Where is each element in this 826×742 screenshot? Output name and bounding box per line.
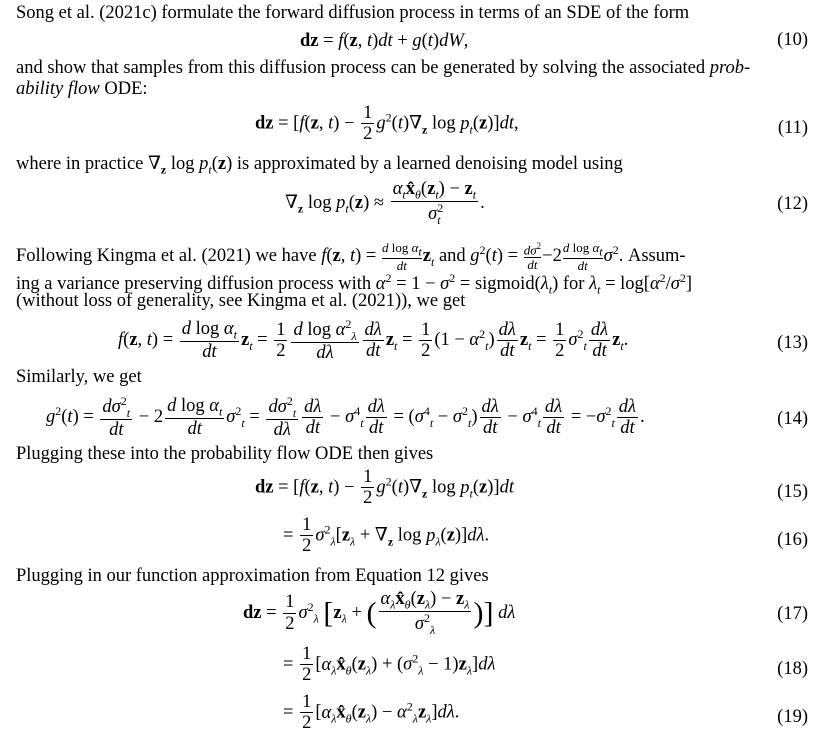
paragraph-probability-flow-cont [16, 78, 148, 100]
equation-11: dz = [f(z, t) − $\frac{1}{2}$ $g^2(t)\nabla_z$ $\log p_t(z)]dt$, [255, 103, 519, 145]
paragraph-text: ing a variance preserving diffusion process with [16, 274, 376, 295]
paragraph-plugging-function: Plugging in our function approximation from Equation 12 gives [16, 566, 489, 586]
paragraph-text: and show that samples from this diffusion process can be generated by solving the associated [16, 58, 710, 78]
equation-15: dz = [f(z, t) − $\frac{1}{2}$ $g^2(t)\nabla_z$ $\log p_t(z)]dt$ [255, 467, 514, 509]
paragraph-text: and [434, 246, 471, 267]
equation-number-15: (15) [777, 482, 808, 502]
equation-13: f(z, t) = $\frac{d \log \alpha_t}{dt}$ $z_t$ = $\frac{1}{2}$ $\frac{d \log \alpha^2_\lambda}{d\lambda}$ $\frac{d\lambda}{dt}$ $z_t$ = $\frac{1}{2}$ $(1 - \alpha^2_t)$ $\frac{d\lambda}{dt}$ $z_t$ = $\frac{1}{2}$ $\sigma^2_t$ $\frac{d\lambda}{dt}$ $z_t$. [118, 317, 629, 364]
equation-number-11: (11) [777, 118, 808, 138]
equation-number-13: (13) [777, 333, 808, 353]
paragraph-intro: Song et al. (2021c) formulate the forward diffusion process in terms of an SDE of the form [16, 3, 690, 23]
paragraph-without-loss: (without loss of generality, see Kingma et al. (2021)), we get [16, 291, 466, 311]
equation-number-17: (17) [777, 604, 808, 624]
paragraph-text: where in practice [16, 154, 148, 174]
paragraph-text: is approximated by a learned denoising model using [232, 154, 623, 174]
paragraph-probability-flow [16, 57, 750, 79]
paragraph-similarly: Similarly, we get [16, 367, 142, 387]
equation-number-10: (10) [777, 30, 808, 50]
paragraph-text: for [558, 274, 590, 295]
equation-18: = $\frac{1}{2}$ $[\alpha_\lambda x̂_\theta(z_\lambda) + (\sigma^2_\lambda - 1)z_\lambda]d\lambda$ [283, 644, 496, 686]
paragraph-text: prob- [709, 58, 751, 78]
paragraph-variance-preserving: ing a variance preserving diffusion process with $\alpha^2 = 1 - \sigma^2$ = $sigmoid(\lambda_t)$ for $\lambda_t = \log[\alpha^2/\sigma^2]$ [16, 271, 693, 297]
paragraph-plugging: Plugging these into the probability flow ODE then gives [16, 444, 434, 464]
equation-10: dz = f(z, t)dt + g(t)dW, [300, 31, 469, 51]
equation-number-12: (12) [777, 194, 808, 214]
equation-number-19: (19) [777, 707, 808, 727]
paragraph-approximation: where in practice $\nabla_z$ $\log p_t(z)$ is approximated by a learned denoising model using [16, 154, 623, 177]
equation-17: dz = $\frac{1}{2}$ $\sigma^2_\lambda$ [$z_\lambda$ + ( $\frac{\alpha_\lambda x̂_\theta(z_\lambda) - z_\lambda}{\sigma^2_\lambda}$ )] dλ [243, 589, 516, 638]
equation-14: $g^2(t)$ = $\frac{d\sigma^2_t}{dt}$ − 2 $\frac{d \log \alpha_t}{dt}$ $\sigma^2_t$ = $\frac{d\sigma^2_t}{d\lambda}$ $\frac{d\lambda}{dt}$ − $\sigma^4_t$ $\frac{d\lambda}{dt}$ = $(\sigma^4_t - \sigma^2_t)$ $\frac{d\lambda}{dt}$ − $\sigma^4_t$ $\frac{d\lambda}{dt}$ = $-\sigma^2_t$ $\frac{d\lambda}{dt}$ . [46, 394, 645, 441]
equation-19: = $\frac{1}{2}$ $[\alpha_\lambda x̂_\theta(z_\lambda) - \alpha^2_\lambda z_\lambda]d\lambda$. [283, 692, 460, 734]
equation-16: = $\frac{1}{2}$ $\sigma^2_\lambda[z_\lambda + \nabla_z$ $\log p_\lambda(z)]d\lambda$. [283, 515, 490, 557]
paragraph-text: . Assum- [618, 246, 686, 267]
paragraph-kingma: Following Kingma et al. (2021) we have f(z, t) = $\frac{d \log \alpha_t}{dt}$ $z_t$ and $g^2(t)$ = $\frac{d\sigma^2}{dt}$ −2 $\frac{d \log \alpha_t}{dt}$ $\sigma^2$. Assum- [16, 240, 686, 273]
equation-number-16: (16) [777, 530, 808, 550]
equation-number-14: (14) [777, 409, 808, 429]
paragraph-text: ability flow [16, 79, 100, 99]
paragraph-text: ODE: [99, 79, 148, 99]
paragraph-text: Following Kingma et al. (2021) we have [16, 246, 322, 267]
equation-12: $\nabla_z$ $\log p_t(z)$ ≈ $\frac{\alpha_tx̂_\theta(z_t) - z_t}{\sigma^2_t}$ . [285, 179, 485, 228]
equation-number-18: (18) [777, 659, 808, 679]
